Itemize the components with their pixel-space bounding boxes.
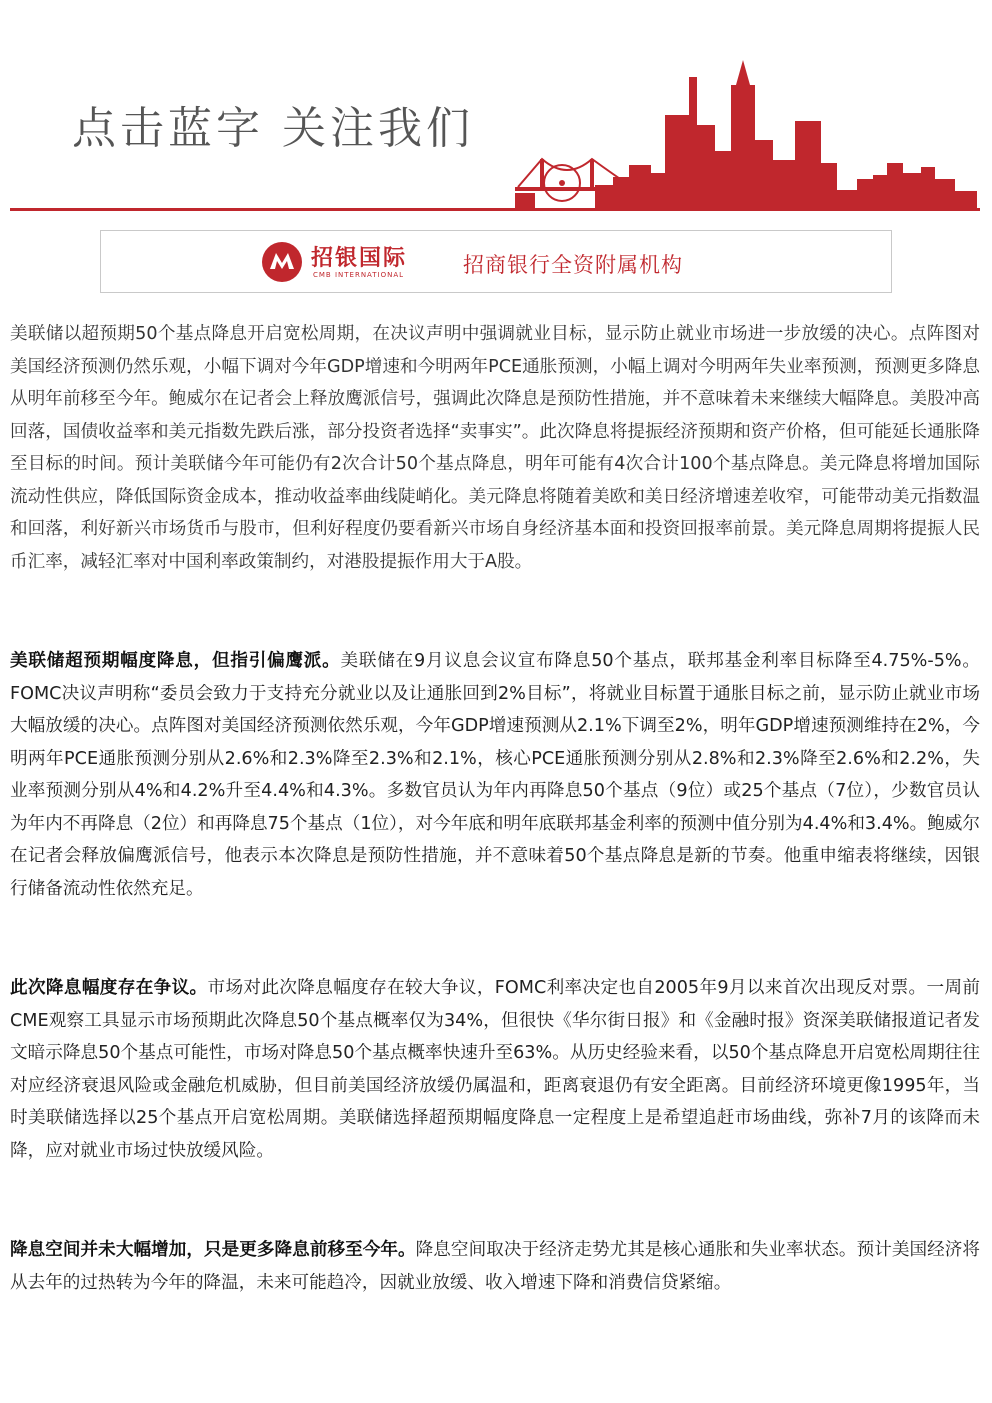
section-text: 美联储在9月议息会议宣布降息50个基点，联邦基金利率目标降至4.75%-5%。FOMC决议声明称“委员会致力于支持充分就业以及让通胀回到2%目标”，将就业目标置于通胀目标之前，显示防止就业市场大幅放缓的决心。点阵图对美国经济预测依然乐观，今年GDP增速预测从2.1%下调至2%，明年GDP增速预测维持在2%，今明两年PCE通胀预测分别从2.6%和2.3%降至2.3%和2.1%，核心PCE通胀预测分别从2.8%和2.3%降至2.6%和2.2%，失业率预测分别从4%和4.2%升至4.4%和4.3%。多数官员认为年内再降息50个基点（9位）或25个基点（7位），少数官员认为年内不再降息（2位）和再降息75个基点（1位），对今年底和明年底联邦基金利率的预测中值分别为4.4%和3.4%。鲍威尔在记者会释放偏鹰派信号，他表示本次降息是预防性措施，并不意味着50个基点降息是新的节奏。他重申缩表将继续，因银行储备流动性依然充足。 — [10, 651, 980, 899]
section-paragraph — [10, 972, 980, 1167]
page-header — [0, 0, 992, 215]
section-heading: 此次降息幅度存在争议。 — [10, 978, 208, 998]
cmb-logo-icon — [261, 241, 303, 283]
article-body — [10, 318, 980, 1299]
header-divider — [10, 208, 980, 211]
affiliation-text: 招商银行全资附属机构 — [463, 253, 683, 277]
brand-english-name: CMB INTERNATIONAL — [313, 271, 405, 279]
section-heading: 降息空间并未大幅增加，只是更多降息前移至今年。 — [10, 1240, 416, 1260]
section-text: 市场对此次降息幅度存在较大争议，FOMC利率决定也自2005年9月以来首次出现反对票。一周前CME观察工具显示市场预期此次降息50个基点概率仅为34%，但很快《华尔街日报》和《金融时报》资深美联储报道记者发文暗示降息50个基点可能性，市场对降息50个基点概率快速升至63%。从历史经验来看，以50个基点降息开启宽松周期往往对应经济衰退风险或金融危机威胁，但目前美国经济放缓仍属温和，距离衰退仍有安全距离。目前经济环境更像1995年，当时美联储选择以25个基点开启宽松周期。美联储选择超预期幅度降息一定程度上是希望追赶市场曲线，弥补7月的该降而未降，应对就业市场过快放缓风险。 — [10, 978, 980, 1161]
section-paragraph — [10, 1234, 980, 1299]
section-heading: 美联储超预期幅度降息，但指引偏鹰派。 — [10, 651, 341, 671]
city-skyline-illustration — [400, 55, 980, 210]
section-text: 降息空间取决于经济走势尤其是核心通胀和失业率状态。预计美国经济将从去年的过热转为今年的降温，未来可能趋冷，因就业放缓、收入增速下降和消费信贷紧缩。 — [10, 1240, 980, 1293]
brand-name: 招银国际 — [311, 246, 408, 271]
intro-paragraph: 美联储以超预期50个基点降息开启宽松周期，在决议声明中强调就业目标，显示防止就业市场进一步放缓的决心。点阵图对美国经济预测仍然乐观，小幅下调对今年GDP增速和今明两年PCE通胀预测，小幅上调对今明两年失业率预测，预测更多降息从明年前移至今年。鲍威尔在记者会上释放鹰派信号，强调此次降息是预防性措施，并不意味着未来继续大幅降息。美股冲高回落，国债收益率和美元指数先跌后涨，部分投资者选择“卖事实”。此次降息将提振经济预期和资产价格，但可能延长通胀降至目标的时间。预计美联储今年可能仍有2次合计50个基点降息，明年可能有4次合计100个基点降息。美元降息将增加国际流动性供应，降低国际资金成本，推动收益率曲线陡峭化。美元降息将随着美欧和美日经济增速差收窄，可能带动美元指数温和回落，利好新兴市场货币与股市，但利好程度仍要看新兴市场自身经济基本面和投资回报率前景。美元降息周期将提振人民币汇率，减轻汇率对中国利率政策制约，对港股提振作用大于A股。 — [10, 324, 980, 572]
brand-banner[interactable] — [100, 230, 892, 293]
section-paragraph — [10, 645, 980, 905]
follow-us-title[interactable]: 点击蓝字 关注我们 — [72, 103, 474, 154]
